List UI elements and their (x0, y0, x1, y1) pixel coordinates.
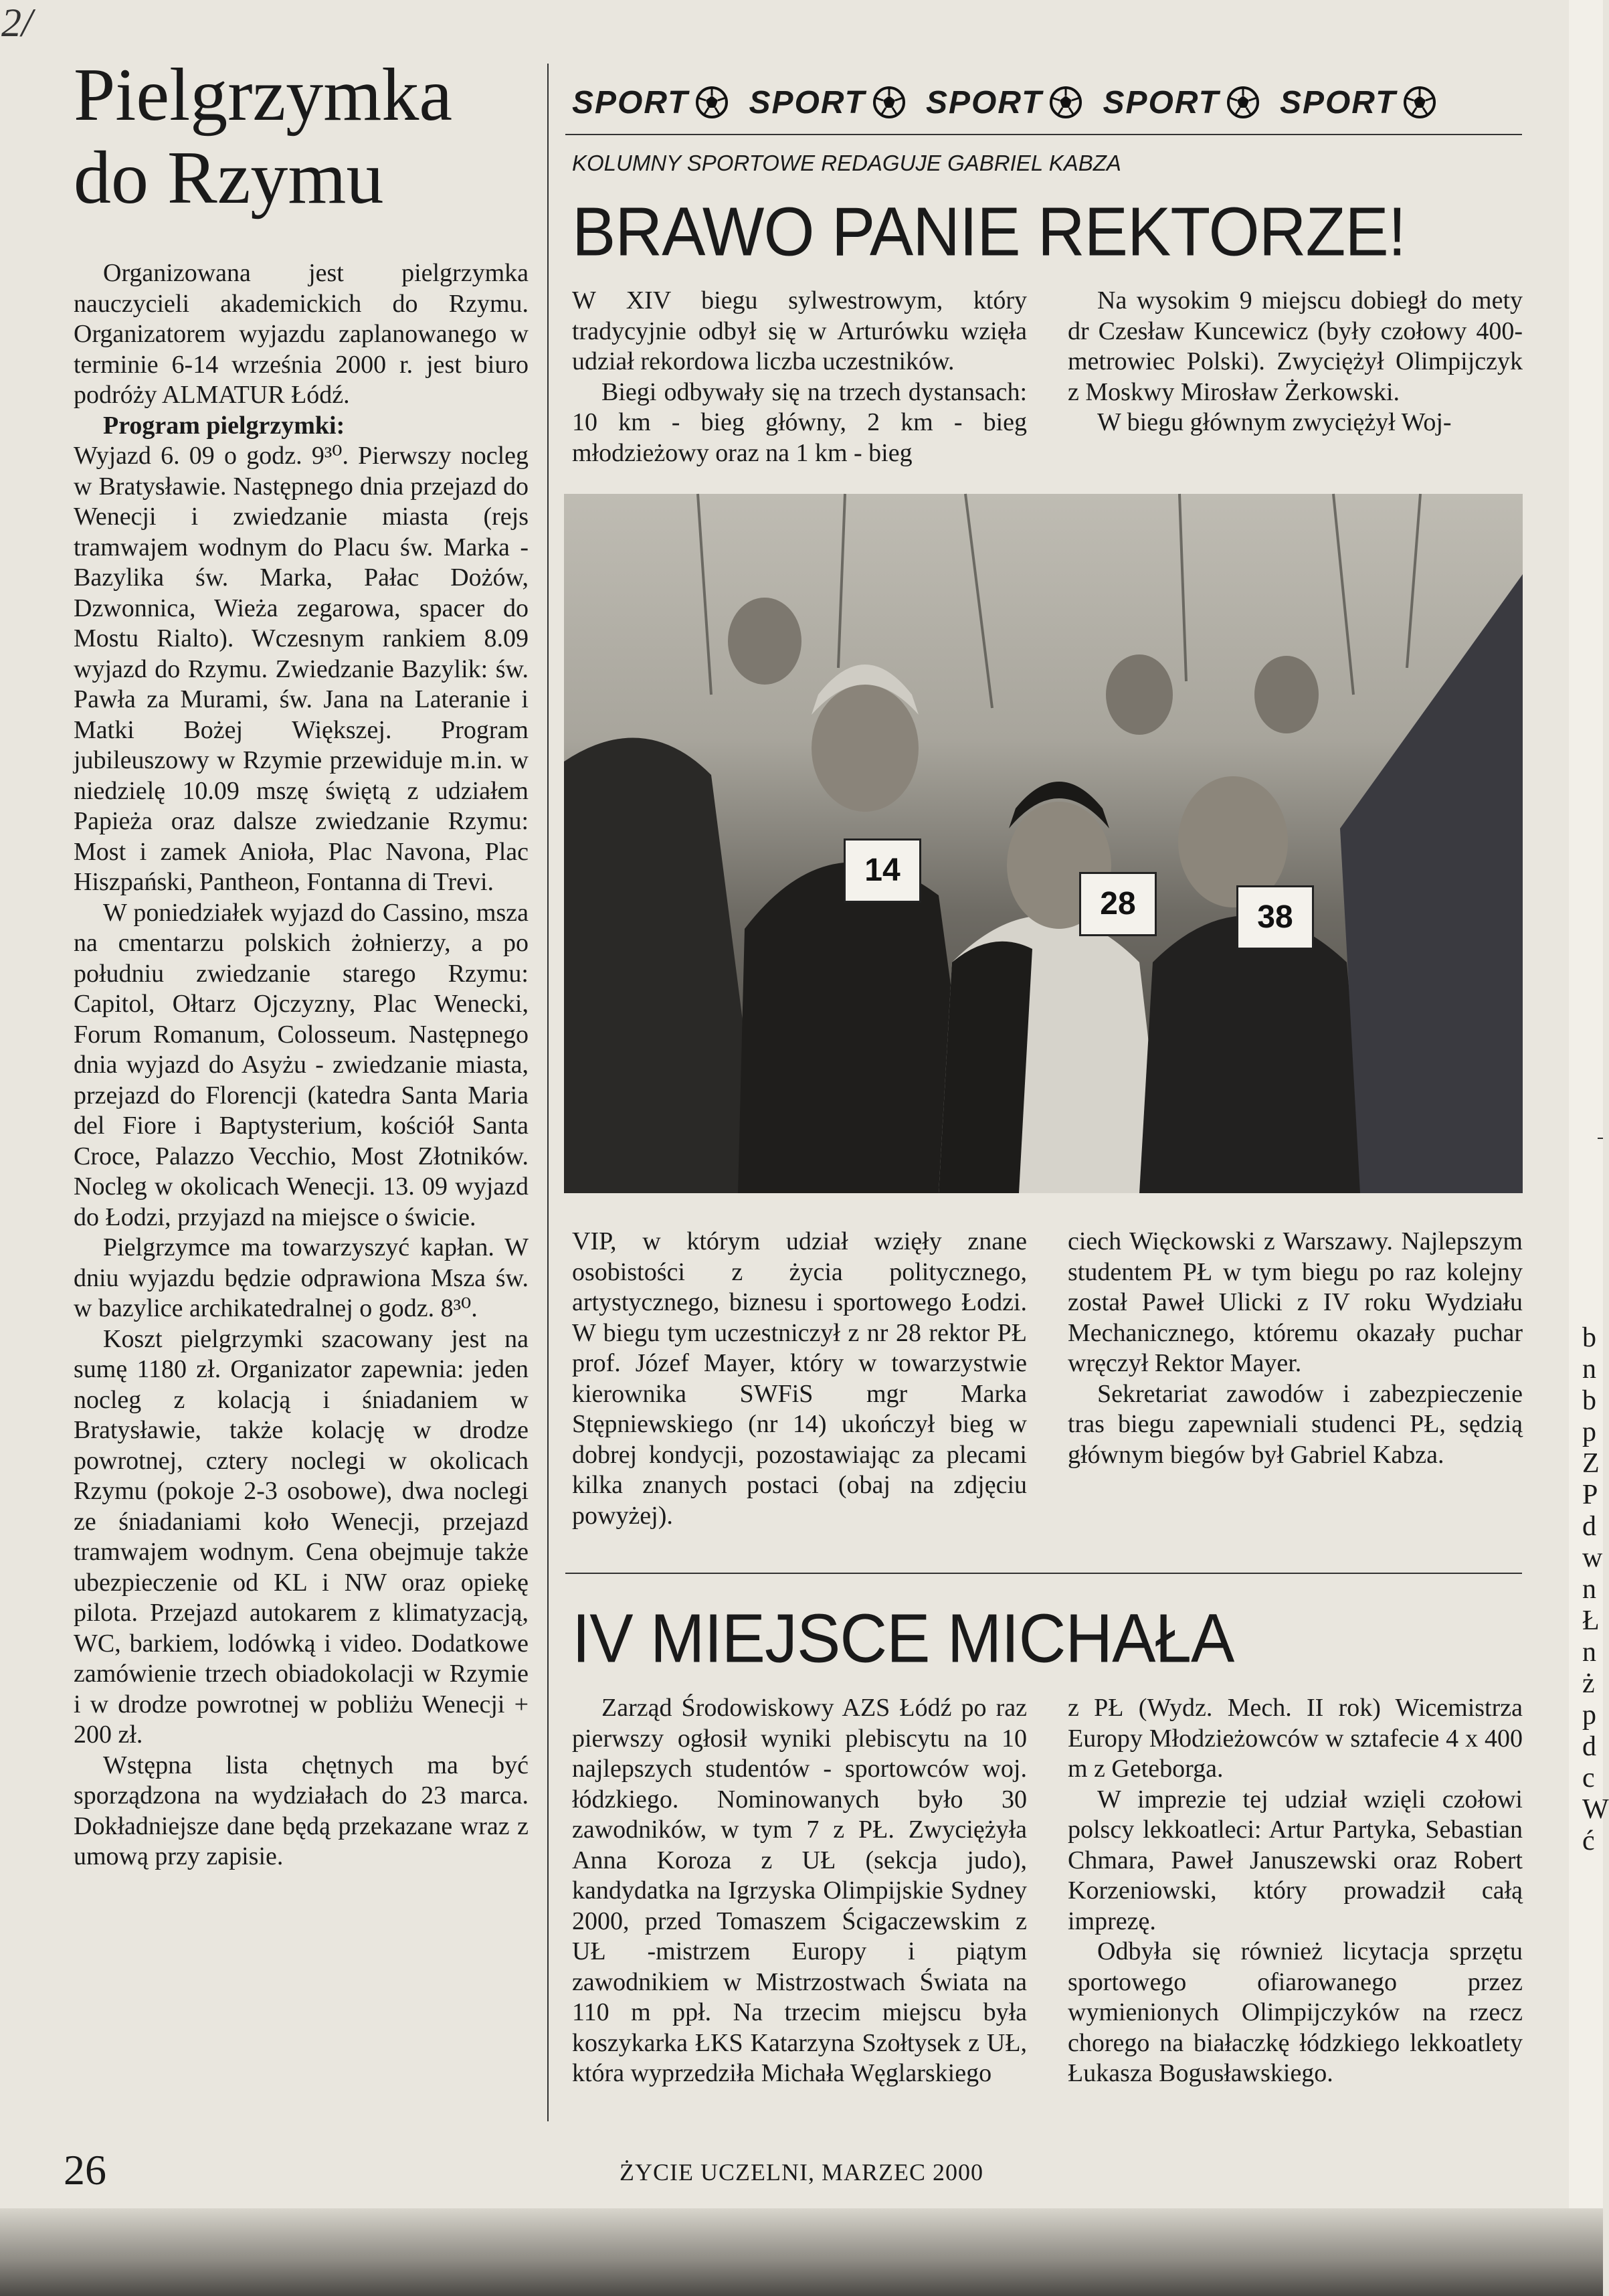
section-rule (565, 1573, 1522, 1574)
sport-label: SPORT (1103, 84, 1220, 120)
edge-fragment: n (1582, 1637, 1596, 1668)
article1-top-col2 (1068, 286, 1523, 438)
edge-fragment: n (1582, 1354, 1596, 1385)
article1-paragraph: Biegi odbywały się na trzech dystansach: 10 km - bieg główny, 2 km - bieg młodzieżowy oraz na 1 km - bieg (572, 377, 1027, 467)
runner-bib: 14 (844, 838, 921, 903)
article1-top-col1 (572, 286, 1027, 468)
edge-fragment: Z (1582, 1448, 1600, 1479)
article1-paragraph: VIP, w którym udział wzięły znane osobistości z życia politycznego, artystycznego, biznesu i sportowego Łodzi. W biegu tym uczestniczył z nr 28 rektor PŁ prof. Józef Mayer, który w towarzystwie kierownika SWFiS mgr Marka Stępniewskiego (nr 14) ukończył bieg w dobrej kondycji, pozostawiając za plecami kilka znanych postaci (obaj na zdjęciu powyżej). (572, 1227, 1027, 1530)
soccer-ball-icon (1226, 86, 1260, 119)
edge-fragment: b (1582, 1322, 1596, 1353)
article1-paragraph: W biegu głównym zwyciężył Woj- (1097, 408, 1452, 436)
soccer-ball-icon (1403, 86, 1436, 119)
scan-bottom-strip (0, 2208, 1603, 2296)
left-paragraph: Wstępna lista chętnych ma być sporządzona na wydziałach do 23 marca. Dokładniejsze dane będą przekazane wraz z umową przy zapisie. (74, 1751, 529, 1870)
article1-lead: W XIV biegu sylwestrowym, który tradycyjnie odbył się w Arturówku wzięła udział rekordowa liczba uczestników. (572, 286, 1027, 375)
left-title-line2: do Rzymu (74, 137, 384, 219)
left-paragraph: W poniedziałek wyjazd do Cassino, msza na cmentarzu polskich żołnierzy, a po południu zwiedzanie starego Rzymu: Capitol, Ołtarz Ojczyzny, Plac Wenecki, Forum Romanum, Colosseum. Następnego dnia wyjazd do Asyżu - zwiedzanie miasta, przejazd do Florencji (katedra Santa Maria del Fiore i Baptysterium, kościół Santa Croce, Palazzo Vecchio, Most Złotników. Nocleg w okolicach Wenecji. 13. 09 wyjazd do Łodzi, przyjazd na miejsce o świcie. (74, 898, 529, 1231)
sport-banner-item (1280, 84, 1436, 121)
article1-paragraph: Sekretariat zawodów i zabezpieczenie tras biegu zapewniali studenci PŁ, sędzią głównym biegów był Gabriel Kabza. (1068, 1379, 1523, 1469)
edge-fragment: c (1582, 1763, 1595, 1793)
left-paragraph: Pielgrzymce ma towarzyszyć kapłan. W dniu wyjazdu będzie odprawiona Msza św. w bazylice archikatedralnej o godz. 8³⁰. (74, 1233, 529, 1322)
sport-label: SPORT (1279, 84, 1397, 120)
edge-fragment: P (1582, 1480, 1598, 1510)
sport-label: SPORT (925, 84, 1043, 120)
edge-fragment: p (1582, 1417, 1596, 1447)
next-page-rule (1598, 1138, 1603, 1139)
edge-fragment: n (1582, 1574, 1596, 1605)
edge-fragment: d (1582, 1731, 1596, 1762)
publication-footer: ŻYCIE UCZELNI, MARZEC 2000 (620, 2159, 983, 2186)
column-divider (547, 64, 549, 2121)
runner-bib: 38 (1236, 885, 1314, 950)
edge-fragment: w (1582, 1542, 1603, 1573)
edge-fragment: Ł (1582, 1605, 1600, 1636)
program-text: Wyjazd 6. 09 o godz. 9³⁰. Pierwszy nocleg w Bratysławie. Następnego dnia przejazd do Wenecji i zwiedzanie miasta (rejs tramwajem wodnym do Placu św. Marka - Bazylika św. Marka, Pałac Dożów, Dzwonnica, Wieża zegarowa, spacer do Mostu Rialto). Wczesnym rankiem 8.09 wyjazd do Rzymu. Zwiedzanie Bazylik: św. Pawła za Murami, św. Jana na Lateranie i Matki Bożej Większej. Program jubileuszowy w Rzymie przewiduje m.in. w niedzielę 10.09 mszę świętą z udziałem Papieża oraz dalsze zwiedzanie Rzymu: Most i zamek Anioła, Plac Navona, Plac Hiszpański, Pantheon, Fontanna di Trevi. (74, 442, 529, 896)
left-title-line1: Pielgrzymka (74, 54, 453, 137)
article1-paragraph: ciech Więckowski z Warszawy. Najlepszym studentem PŁ w tym biegu po raz kolejny został Paweł Ulicki z IV roku Wydziału Mechanicznego, któremu okazały puchar wręczył Rektor Mayer. (1068, 1227, 1523, 1377)
article2-col1 (572, 1693, 1027, 2089)
article2-paragraph: Odbyła się również licytacja sprzętu sportowego ofiarowanego przez wymienionych Olimpijczyków na rzecz chorego na białaczkę łódzkiego lekkoatlety Łukasza Bogusławskiego. (1068, 1937, 1523, 2087)
soccer-ball-icon (1049, 86, 1082, 119)
article2-paragraph: Zarząd Środowiskowy AZS Łódź po raz pierwszy ogłosił wyniki plebiscytu na 10 najlepszych studentów - sportowców woj. łódzkiego. Nominowanych było 30 zawodników, w tym 7 z PŁ. Zwyciężyła Anna Koroza z UŁ (sekcja judo), kandydatka na Igrzyska Olimpijskie Sydney 2000, przed Tomaszem Ścigaczewskim z UŁ -mistrzem Europy i piątym zawodnikiem w Mistrzostwach Świata na 110 m ppł. Na trzecim miejscu była koszykarka ŁKS Katarzyna Szołtysek z UŁ, która wyprzedziła Michała Węglarskiego (572, 1694, 1027, 2087)
edge-fragment: d (1582, 1511, 1596, 1542)
article1-bottom-col1 (572, 1227, 1027, 1531)
runner-bib: 28 (1079, 872, 1157, 936)
sport-banner-item (572, 84, 729, 121)
program-label: Program pielgrzymki: (103, 411, 345, 440)
program-heading (74, 411, 529, 442)
edge-fragment: ż (1582, 1668, 1595, 1699)
article2-paragraph: z PŁ (Wydz. Mech. II rok) Wicemistrza Europy Młodzieżowców w sztafecie 4 x 400 m z Geteborga. (1068, 1694, 1523, 1783)
sport-banner-item (926, 84, 1082, 121)
next-page-edge (1569, 0, 1603, 2296)
sport-label: SPORT (749, 84, 866, 120)
edge-fragment: ć (1582, 1826, 1595, 1856)
left-paragraph-intro: Organizowana jest pielgrzymka nauczycieli akademickich do Rzymu. Organizatorem wyjazdu zaplanowanego w terminie 6-14 września 2000 r. jest biuro podróży ALMATUR Łódź. (74, 259, 529, 409)
edge-fragment: b (1582, 1385, 1596, 1416)
handwritten-mark: 2/ (1, 1, 33, 45)
headline-brawo: BRAWO PANIE REKTORZE! (572, 193, 1406, 270)
article1-paragraph: Na wysokim 9 miejscu dobiegł do mety dr Czesław Kuncewicz (były czołowy 400-metrowiec Polski). Zwyciężył Olimpijczyk z Moskwy Mirosław Żerkowski. (1068, 286, 1523, 406)
runners-photo (564, 494, 1523, 1193)
left-article-body (74, 258, 529, 1872)
article2-col2 (1068, 1693, 1523, 2089)
page-number: 26 (64, 2146, 106, 2194)
editor-line: KOLUMNY SPORTOWE REDAGUJE GABRIEL KABZA (572, 151, 1121, 175)
sport-banner-item (1103, 84, 1259, 121)
article2-paragraph: W imprezie tej udział wzięli czołowi polscy lekkoatleci: Artur Partyka, Sebastian Chmara, Paweł Januszewski oraz Robert Korzeniowski, który prowadził całą imprezę. (1068, 1785, 1523, 1935)
left-article-title (74, 54, 542, 219)
sport-banner-item (749, 84, 905, 121)
left-paragraph: Koszt pielgrzymki szacowany jest na sumę 1180 zł. Organizator zapewnia: jeden nocleg z kolacją i śniadaniem w Bratysławie, także kolację w drodze powrotnej, cztery noclegi w okolicach Rzymu (pokoje 2-3 osobowe), dwa noclegi ze śniadaniami koło Wenecji, przejazd tramwajem wodnym. Cena obejmuje także ubezpieczenie od KL i NW oraz opiekę pilota. Przejazd autokarem z klimatyzacją, WC, barkiem, lodówką i video. Dodatkowe zamówienie trzech obiadokolacji w Rzymie i w drodze powrotnej w pobliżu Wenecji + 200 zł. (74, 1324, 529, 1749)
headline-michala: IV MIEJSCE MICHAŁA (572, 1599, 1234, 1677)
edge-fragment: p (1582, 1700, 1596, 1731)
sport-banner (572, 79, 1509, 126)
article1-bottom-col2 (1068, 1227, 1523, 1470)
photo-scene (564, 494, 1523, 1193)
banner-rule (565, 134, 1522, 135)
soccer-ball-icon (695, 86, 729, 119)
edge-fragment: W (1582, 1794, 1609, 1825)
soccer-ball-icon (872, 86, 906, 119)
sport-label: SPORT (572, 84, 689, 120)
